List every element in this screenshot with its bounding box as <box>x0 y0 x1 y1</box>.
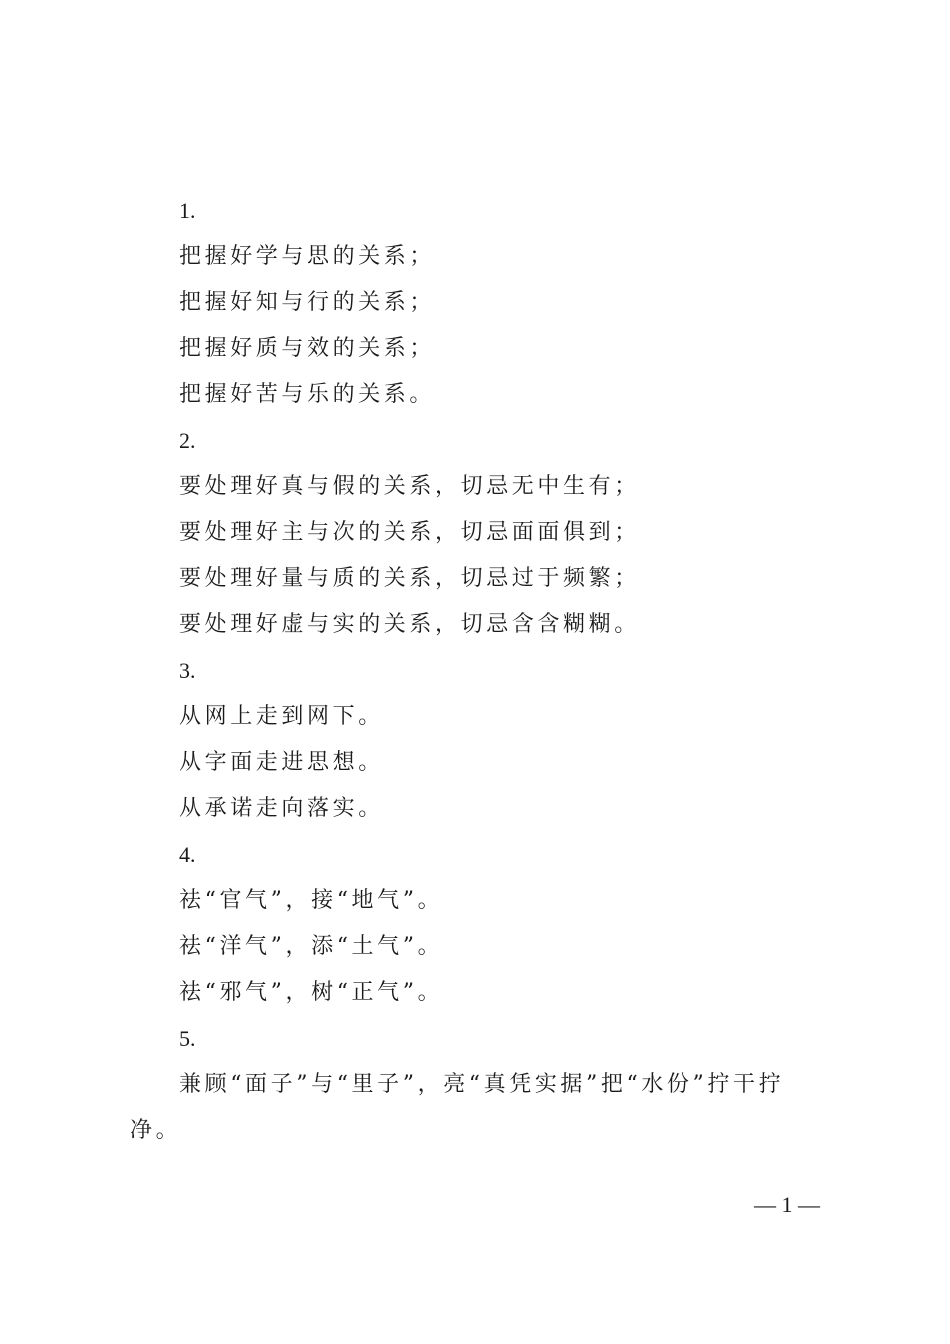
text-line: 要处理好虚与实的关系，切忌含含糊糊。 <box>179 612 640 637</box>
text-line: 把握好学与思的关系； <box>179 244 436 269</box>
text-line: 祛“官气”，接“地气”。 <box>179 888 444 913</box>
text-line: 从字面走进思想。 <box>179 750 384 775</box>
section-3 <box>130 648 820 832</box>
text-line: 把握好质与效的关系； <box>179 336 436 361</box>
text-line: 把握好苦与乐的关系。 <box>179 382 436 407</box>
section-number: 2. <box>179 428 196 453</box>
section-5 <box>130 1016 820 1154</box>
section-number: 1. <box>179 198 196 223</box>
text-line: 要处理好真与假的关系，切忌无中生有； <box>179 474 640 499</box>
text-line: 从网上走到网下。 <box>179 704 384 729</box>
section-number: 5. <box>179 1026 196 1051</box>
text-line: 要处理好量与质的关系，切忌过于频繁； <box>179 566 640 591</box>
section-2 <box>130 418 820 648</box>
paragraph: 兼顾“面子”与“里子”，亮“真凭实据”把“水份”拧干拧净。 <box>130 1072 785 1143</box>
text-line: 要处理好主与次的关系，切忌面面俱到； <box>179 520 640 545</box>
text-line: 从承诺走向落实。 <box>179 796 384 821</box>
section-1 <box>130 188 820 418</box>
text-line: 把握好知与行的关系； <box>179 290 436 315</box>
page-number: — 1 — <box>754 1192 820 1217</box>
section-number: 3. <box>179 658 196 683</box>
text-line: 祛“邪气”，树“正气”。 <box>179 980 444 1005</box>
document-body <box>130 188 820 1154</box>
section-4 <box>130 832 820 1016</box>
section-number: 4. <box>179 842 196 867</box>
text-line: 祛“洋气”，添“土气”。 <box>179 934 444 959</box>
